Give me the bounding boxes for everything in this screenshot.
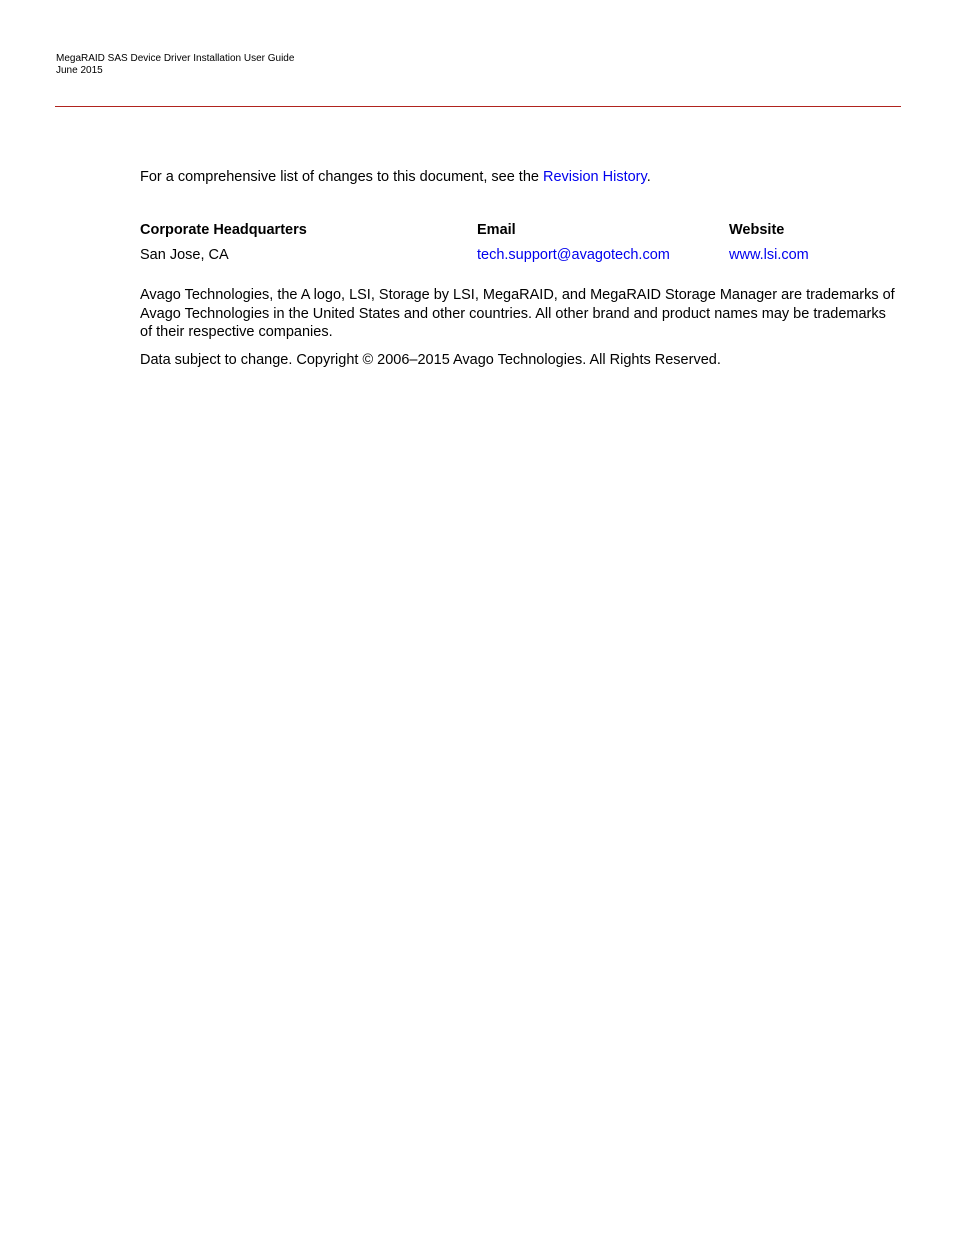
intro-period: . [646,169,651,185]
support-email-link[interactable]: tech.support@avagotech.com [477,247,670,263]
headquarters-column [140,221,307,264]
trademark-notice: Avago Technologies, the A logo, LSI, Storage by LSI, MegaRAID, and MegaRAID Storage Manager are trademarks of Avago Technologies in the United States and other countries. All other brand and product names may be trademarks of their respective companies. [140,287,895,340]
intro-text: For a comprehensive list of changes to this document, see the [140,169,543,185]
document-date: June 2015 [56,65,103,76]
headquarters-heading: Corporate Headquarters [140,222,307,238]
email-column [477,221,670,264]
headquarters-location: San Jose, CA [140,247,229,263]
contact-table [140,221,900,277]
email-heading: Email [477,222,516,238]
running-header [56,53,294,77]
website-column [729,221,809,264]
intro-paragraph [140,168,900,186]
revision-history-link[interactable]: Revision History [543,169,647,185]
document-title: MegaRAID SAS Device Driver Installation User Guide [56,53,295,64]
copyright-notice: Data subject to change. Copyright © 2006–2015 Avago Technologies. All Rights Reserved. [140,351,721,368]
website-heading: Website [729,222,785,238]
page-content [140,168,900,369]
website-link[interactable]: www.lsi.com [729,247,809,263]
header-divider [55,106,901,107]
